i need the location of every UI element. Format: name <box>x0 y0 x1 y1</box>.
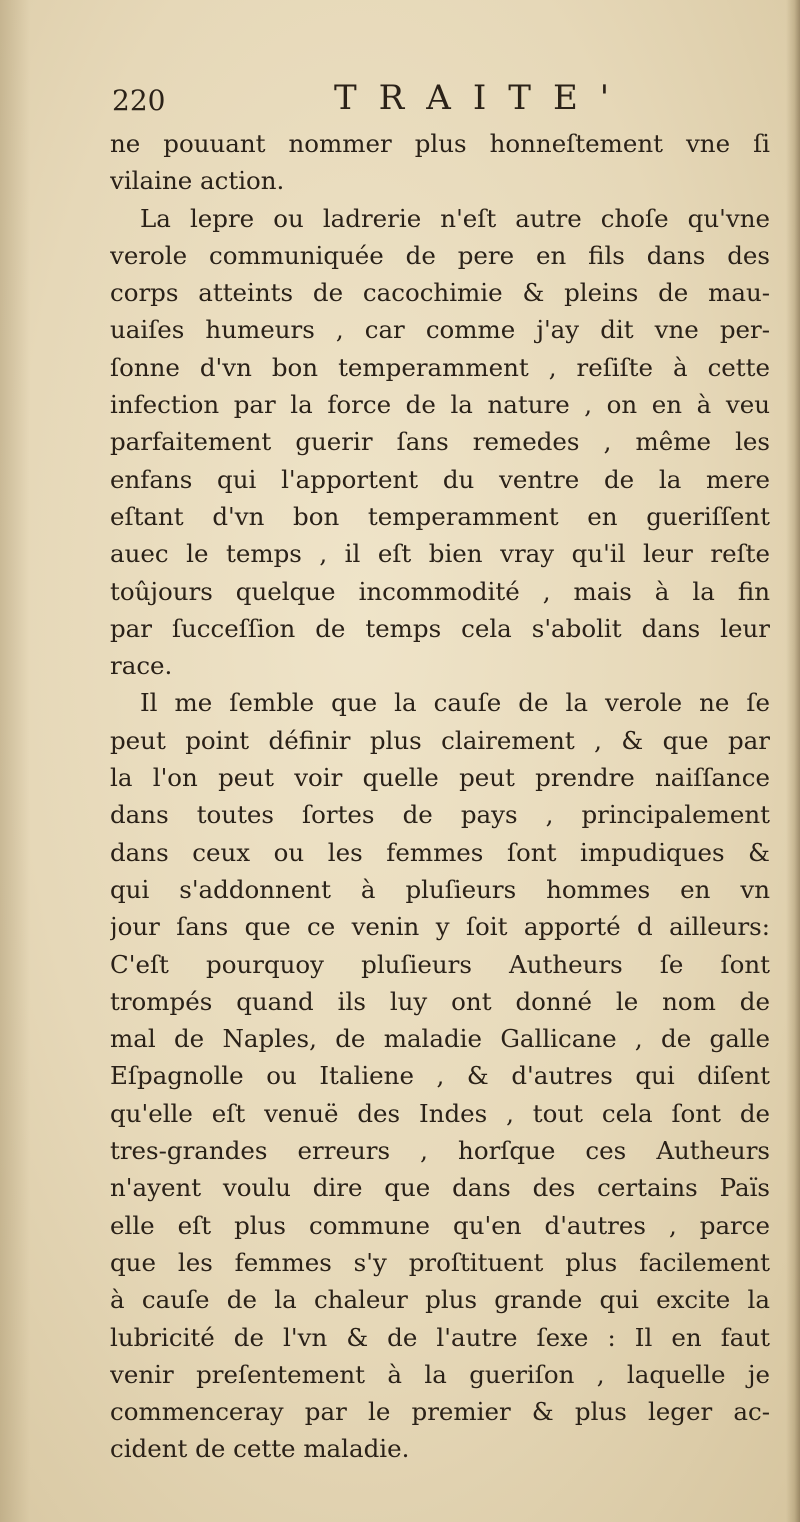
text-line: toûjours quelque incommodité , mais à la fin <box>110 576 770 606</box>
text-line: elle eſt plus commune qu'en d'autres , parce <box>110 1210 770 1240</box>
body-text <box>110 125 770 1468</box>
page-edge-shadow <box>786 0 800 1522</box>
text-line: enfans qui l'apportent du ventre de la mere <box>110 464 770 494</box>
text-line: qu'elle eſt venuë des Indes , tout cela ſont de <box>110 1098 770 1128</box>
text-line: ne pouuant nommer plus honneſtement vne ſi <box>110 129 770 158</box>
text-line: dans toutes ſortes de pays , principalement <box>110 800 770 830</box>
text-line: verole communiquée de pere en fils dans des <box>110 240 770 270</box>
text-line: commenceray par le premier & plus leger ac- <box>110 1397 770 1427</box>
text-line: que les femmes s'y proſtituent plus facilement <box>110 1247 770 1277</box>
text-line: parfaitement guerir ſans remedes , même les <box>110 427 770 457</box>
text-line: venir preſentement à la gueriſon , laquelle je <box>110 1359 770 1389</box>
text-line: la l'on peut voir quelle peut prendre naiſſance <box>110 763 770 793</box>
text-line: qui s'addonnent à pluſieurs hommes en vn <box>110 874 770 904</box>
text-line: infection par la force de la nature , on en à veu <box>110 390 770 420</box>
text-line: Il me ſemble que la cauſe de la verole ne ſe <box>140 688 770 718</box>
text-line: à cauſe de la chaleur plus grande qui excite la <box>110 1285 770 1315</box>
text-line: eſtant d'vn bon temperamment en gueriſſent <box>110 501 770 531</box>
text-line: auec le temps , il eſt bien vray qu'il leur reſte <box>110 539 770 569</box>
text-line: peut point définir plus clairement , & que par <box>110 725 770 755</box>
text-line: trompés quand ils luy ont donné le nom de <box>110 986 770 1016</box>
text-line: n'ayent voulu dire que dans des certains Païs <box>110 1173 770 1203</box>
text-line: uaiſes humeurs , car comme j'ay dit vne per- <box>110 315 770 345</box>
page-gutter-shadow <box>0 0 30 1522</box>
text-line: lubricité de l'vn & de l'autre ſexe : Il en faut <box>110 1322 770 1352</box>
text-line: ſonne d'vn bon temperamment , reſiſte à cette <box>110 352 770 382</box>
text-line: dans ceux ou les femmes ſont impudiques & <box>110 837 770 867</box>
text-line: race. <box>110 651 173 681</box>
text-line: mal de Naples, de maladie Gallicane , de galle <box>110 1024 770 1054</box>
text-line: jour ſans que ce venin y ſoit apporté d ailleurs: <box>110 912 770 942</box>
page-header <box>112 78 712 122</box>
running-title: TRAITE' <box>334 78 632 118</box>
text-line: tres-grandes erreurs , horſque ces Autheurs <box>110 1136 770 1166</box>
text-line: cident de cette maladie. <box>110 1434 410 1464</box>
text-line: La lepre ou ladrerie n'eſt autre choſe qu'vne <box>140 203 770 233</box>
text-line: Eſpagnolle ou Italiene , & d'autres qui diſent <box>110 1061 770 1091</box>
text-line: corps atteints de cacochimie & pleins de mau- <box>110 278 770 308</box>
text-line: C'eſt pourquoy pluſieurs Autheurs ſe ſont <box>110 949 770 979</box>
text-line: vilaine action. <box>110 166 285 196</box>
page-number: 220 <box>112 84 166 117</box>
text-line: par ſucceſſion de temps cela s'abolit dans leur <box>110 613 770 643</box>
